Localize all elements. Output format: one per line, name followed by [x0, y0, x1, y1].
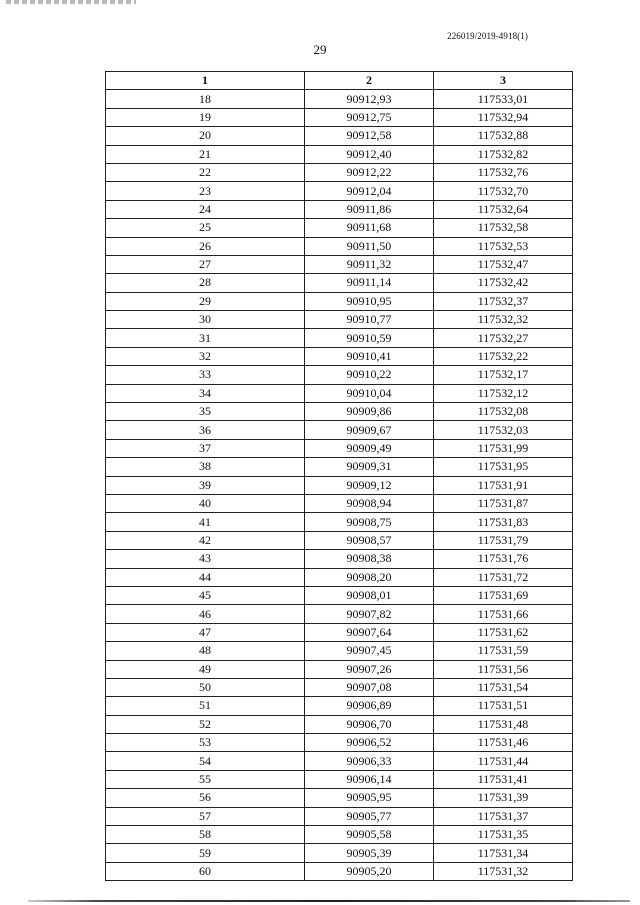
- table-cell: 117531,41: [434, 770, 573, 788]
- table-row: [106, 237, 573, 255]
- table-cell: 90907,26: [305, 660, 434, 678]
- table-cell: 21: [106, 145, 305, 163]
- table-row: [106, 145, 573, 163]
- table-cell: 90906,33: [305, 752, 434, 770]
- table-row: [106, 770, 573, 788]
- table-cell: 57: [106, 807, 305, 825]
- table-cell: 28: [106, 274, 305, 292]
- table-cell: 90908,20: [305, 568, 434, 586]
- table-cell: 90908,01: [305, 586, 434, 604]
- table-row: [106, 163, 573, 181]
- table-cell: 117532,82: [434, 145, 573, 163]
- table-row: [106, 568, 573, 586]
- table-cell: 90908,38: [305, 550, 434, 568]
- table-row: [106, 826, 573, 844]
- table-cell: 90910,41: [305, 347, 434, 365]
- table-cell: 22: [106, 163, 305, 181]
- table-row: [106, 531, 573, 549]
- table-cell: 45: [106, 586, 305, 604]
- table-row: [106, 366, 573, 384]
- table-row: [106, 421, 573, 439]
- coordinates-table: [105, 71, 573, 881]
- table-cell: 90908,75: [305, 513, 434, 531]
- table-cell: 117531,48: [434, 715, 573, 733]
- column-header: 1: [106, 72, 305, 90]
- table-cell: 55: [106, 770, 305, 788]
- table-cell: 90910,22: [305, 366, 434, 384]
- table-row: [106, 623, 573, 641]
- table-cell: 117531,44: [434, 752, 573, 770]
- table-cell: 29: [106, 292, 305, 310]
- table-cell: 56: [106, 789, 305, 807]
- table-cell: 117532,37: [434, 292, 573, 310]
- table-row: [106, 752, 573, 770]
- table-cell: 90905,95: [305, 789, 434, 807]
- table-cell: 35: [106, 403, 305, 421]
- table-cell: 117531,72: [434, 568, 573, 586]
- table-row: [106, 274, 573, 292]
- table-row: [106, 734, 573, 752]
- table-cell: 90905,77: [305, 807, 434, 825]
- table-cell: 90911,68: [305, 219, 434, 237]
- table-body: [106, 90, 573, 881]
- table-cell: 90911,50: [305, 237, 434, 255]
- table-cell: 117532,47: [434, 255, 573, 273]
- table-cell: 48: [106, 642, 305, 660]
- table-cell: 90910,59: [305, 329, 434, 347]
- table-cell: 90906,89: [305, 697, 434, 715]
- table-cell: 117532,94: [434, 108, 573, 126]
- table-row: [106, 550, 573, 568]
- table-row: [106, 642, 573, 660]
- table-cell: 117531,69: [434, 586, 573, 604]
- table-cell: 53: [106, 734, 305, 752]
- table-cell: 117532,27: [434, 329, 573, 347]
- table-cell: 117532,64: [434, 200, 573, 218]
- table-cell: 30: [106, 311, 305, 329]
- table-cell: 117532,88: [434, 127, 573, 145]
- table-row: [106, 605, 573, 623]
- table-cell: 33: [106, 366, 305, 384]
- table-cell: 38: [106, 458, 305, 476]
- table-row: [106, 586, 573, 604]
- table-cell: 90907,82: [305, 605, 434, 623]
- scan-artifact: [6, 0, 136, 4]
- table-cell: 90907,45: [305, 642, 434, 660]
- table-cell: 49: [106, 660, 305, 678]
- table-cell: 51: [106, 697, 305, 715]
- table-row: [106, 219, 573, 237]
- table-row: [106, 439, 573, 457]
- table-row: [106, 789, 573, 807]
- table-row: [106, 200, 573, 218]
- table-row: [106, 513, 573, 531]
- column-header: 2: [305, 72, 434, 90]
- table-cell: 58: [106, 826, 305, 844]
- table-cell: 27: [106, 255, 305, 273]
- table-cell: 117532,76: [434, 163, 573, 181]
- table-cell: 117531,87: [434, 494, 573, 512]
- table-cell: 90910,04: [305, 384, 434, 402]
- table-cell: 117532,22: [434, 347, 573, 365]
- table-row: [106, 347, 573, 365]
- table-cell: 26: [106, 237, 305, 255]
- table-cell: 43: [106, 550, 305, 568]
- table-cell: 90911,32: [305, 255, 434, 273]
- table-cell: 117532,70: [434, 182, 573, 200]
- table-cell: 90909,49: [305, 439, 434, 457]
- table-cell: 46: [106, 605, 305, 623]
- table-cell: 60: [106, 862, 305, 880]
- table-cell: 40: [106, 494, 305, 512]
- table-cell: 90912,22: [305, 163, 434, 181]
- table-cell: 90906,14: [305, 770, 434, 788]
- table-row: [106, 311, 573, 329]
- table-row: [106, 127, 573, 145]
- table-cell: 44: [106, 568, 305, 586]
- table-cell: 117532,53: [434, 237, 573, 255]
- table-row: [106, 403, 573, 421]
- table-cell: 90912,58: [305, 127, 434, 145]
- table-cell: 90909,86: [305, 403, 434, 421]
- table-row: [106, 844, 573, 862]
- table-cell: 42: [106, 531, 305, 549]
- table-row: [106, 292, 573, 310]
- table-row: [106, 715, 573, 733]
- table-cell: 117531,35: [434, 826, 573, 844]
- table-row: [106, 807, 573, 825]
- document-number: 226019/2019-4918(1): [447, 31, 528, 41]
- table-cell: 90907,64: [305, 623, 434, 641]
- table-row: [106, 329, 573, 347]
- table-cell: 24: [106, 200, 305, 218]
- table-cell: 90907,08: [305, 678, 434, 696]
- table-cell: 117531,83: [434, 513, 573, 531]
- table-cell: 117531,37: [434, 807, 573, 825]
- table-cell: 117531,62: [434, 623, 573, 641]
- table-cell: 117532,08: [434, 403, 573, 421]
- table-cell: 20: [106, 127, 305, 145]
- table-row: [106, 182, 573, 200]
- table-cell: 117532,42: [434, 274, 573, 292]
- table-cell: 117532,58: [434, 219, 573, 237]
- table-row: [106, 476, 573, 494]
- table-cell: 90905,58: [305, 826, 434, 844]
- table-cell: 117531,99: [434, 439, 573, 457]
- table-cell: 36: [106, 421, 305, 439]
- table-cell: 117531,79: [434, 531, 573, 549]
- table-cell: 117531,76: [434, 550, 573, 568]
- page-number: 29: [313, 42, 327, 57]
- table-cell: 117531,32: [434, 862, 573, 880]
- table-row: [106, 697, 573, 715]
- table-cell: 59: [106, 844, 305, 862]
- table-cell: 34: [106, 384, 305, 402]
- table-cell: 117531,59: [434, 642, 573, 660]
- table-cell: 90910,95: [305, 292, 434, 310]
- table-cell: 90908,94: [305, 494, 434, 512]
- table-cell: 90905,39: [305, 844, 434, 862]
- table-cell: 90906,70: [305, 715, 434, 733]
- table-cell: 90905,20: [305, 862, 434, 880]
- table-row: [106, 90, 573, 108]
- table-row: [106, 862, 573, 880]
- table-cell: 90906,52: [305, 734, 434, 752]
- table-row: [106, 494, 573, 512]
- table-cell: 117532,12: [434, 384, 573, 402]
- table-cell: 90909,67: [305, 421, 434, 439]
- table-cell: 90911,14: [305, 274, 434, 292]
- table-cell: 52: [106, 715, 305, 733]
- table-header-row: [106, 72, 573, 90]
- table-cell: 23: [106, 182, 305, 200]
- table-cell: 32: [106, 347, 305, 365]
- table-cell: 117531,39: [434, 789, 573, 807]
- table-cell: 90912,04: [305, 182, 434, 200]
- table-cell: 90912,75: [305, 108, 434, 126]
- table-cell: 90908,57: [305, 531, 434, 549]
- table-cell: 90910,77: [305, 311, 434, 329]
- table-cell: 117531,54: [434, 678, 573, 696]
- table-cell: 90909,12: [305, 476, 434, 494]
- table-row: [106, 108, 573, 126]
- table-cell: 117531,51: [434, 697, 573, 715]
- table-cell: 47: [106, 623, 305, 641]
- table-cell: 54: [106, 752, 305, 770]
- table-row: [106, 678, 573, 696]
- table-cell: 90909,31: [305, 458, 434, 476]
- table-cell: 31: [106, 329, 305, 347]
- table-row: [106, 384, 573, 402]
- table-cell: 39: [106, 476, 305, 494]
- table-cell: 18: [106, 90, 305, 108]
- table-row: [106, 255, 573, 273]
- column-header: 3: [434, 72, 573, 90]
- bottom-border-line: [28, 900, 630, 902]
- table-cell: 117532,17: [434, 366, 573, 384]
- table-cell: 117533,01: [434, 90, 573, 108]
- table-cell: 90912,93: [305, 90, 434, 108]
- table-cell: 19: [106, 108, 305, 126]
- table-cell: 117531,66: [434, 605, 573, 623]
- table-cell: 50: [106, 678, 305, 696]
- table-cell: 117532,03: [434, 421, 573, 439]
- table-cell: 25: [106, 219, 305, 237]
- table-cell: 41: [106, 513, 305, 531]
- table-cell: 117531,46: [434, 734, 573, 752]
- table-row: [106, 458, 573, 476]
- table-cell: 117532,32: [434, 311, 573, 329]
- table-row: [106, 660, 573, 678]
- table-cell: 117531,95: [434, 458, 573, 476]
- table-cell: 117531,56: [434, 660, 573, 678]
- table-cell: 117531,34: [434, 844, 573, 862]
- table-cell: 90911,86: [305, 200, 434, 218]
- table-cell: 37: [106, 439, 305, 457]
- table-cell: 117531,91: [434, 476, 573, 494]
- table-cell: 90912,40: [305, 145, 434, 163]
